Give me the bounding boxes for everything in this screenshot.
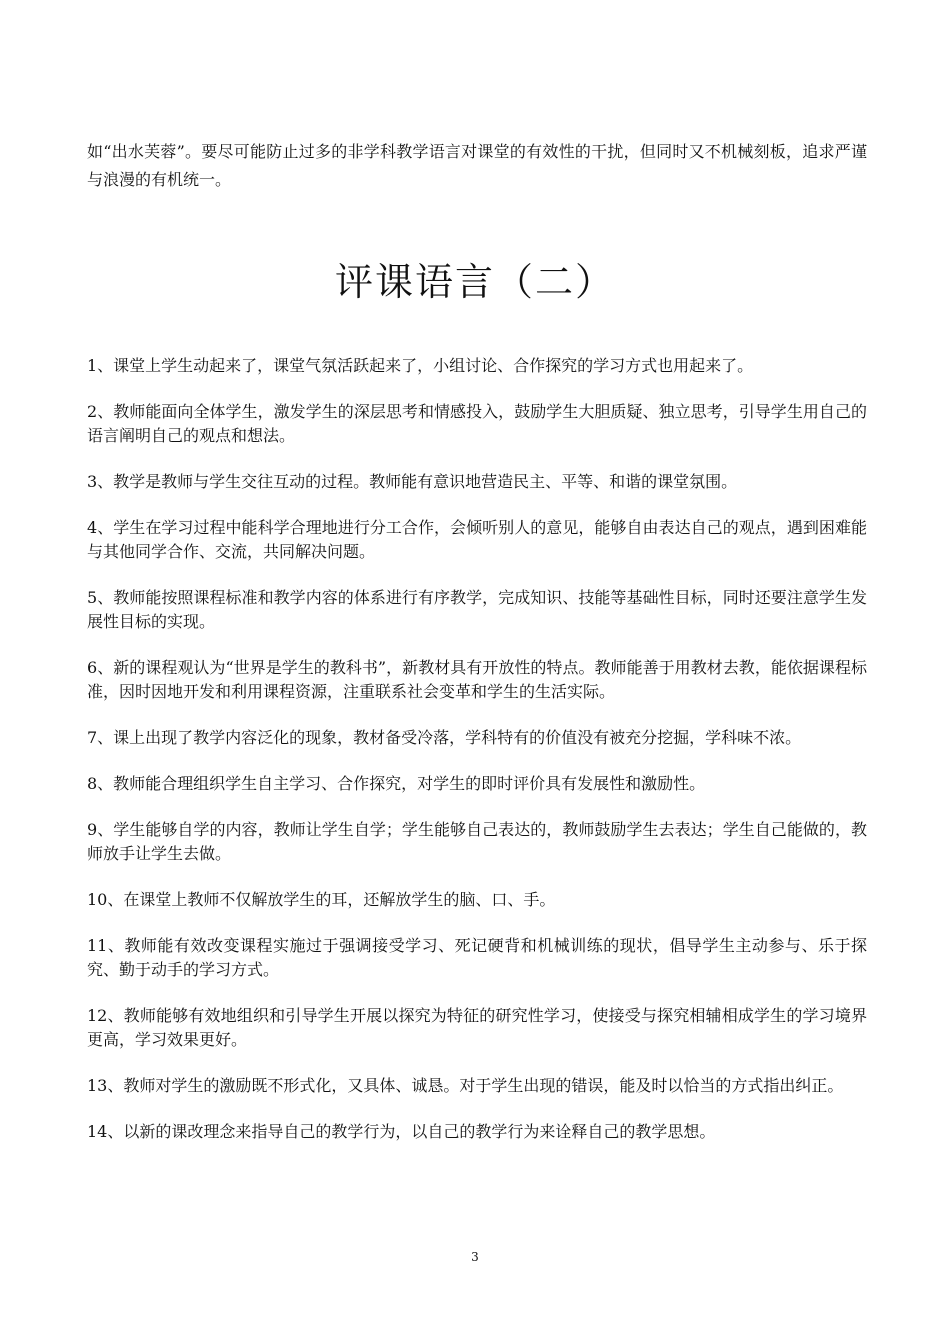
list-item: 1、课堂上学生动起来了，课堂气氛活跃起来了，小组讨论、合作探究的学习方式也用起来了。 xyxy=(87,356,754,375)
page-number: 3 xyxy=(471,1250,479,1264)
list-item: 9、学生能够自学的内容，教师让学生自学；学生能够自己表达的，教师鼓励学生去表达；学生自己能做的，教师放手让学生去做。 xyxy=(87,820,867,863)
list-item: 5、教师能按照课程标准和教学内容的体系进行有序教学，完成知识、技能等基础性目标，同时还要注意学生发展性目标的实现。 xyxy=(87,588,867,631)
list-item: 8、教师能合理组织学生自主学习、合作探究，对学生的即时评价具有发展性和激励性。 xyxy=(87,774,706,793)
intro-paragraph: 如“出水芙蓉”。要尽可能防止过多的非学科教学语言对课堂的有效性的干扰，但同时又不机械刻板，追求严谨与浪漫的有机统一。 xyxy=(87,142,867,189)
list-item: 4、学生在学习过程中能科学合理地进行分工合作，会倾听别人的意见，能够自由表达自己的观点，遇到困难能与其他同学合作、交流，共同解决问题。 xyxy=(87,518,867,561)
list-item: 2、教师能面向全体学生，激发学生的深层思考和情感投入，鼓励学生大胆质疑、独立思考，引导学生用自己的语言阐明自己的观点和想法。 xyxy=(87,402,867,445)
list-item: 13、教师对学生的激励既不形式化，又具体、诚恳。对于学生出现的错误，能及时以恰当的方式指出纠正。 xyxy=(87,1076,844,1095)
list-item: 10、在课堂上教师不仅解放学生的耳，还解放学生的脑、口、手。 xyxy=(87,890,556,909)
list-item: 7、课上出现了教学内容泛化的现象，教材备受冷落，学科特有的价值没有被充分挖掘，学科味不浓。 xyxy=(87,728,802,747)
list-item: 6、新的课程观认为“世界是学生的教科书”，新教材具有开放性的特点。教师能善于用教材去教，能依据课程标准，因时因地开发和利用课程资源，注重联系社会变革和学生的生活实际。 xyxy=(87,658,867,701)
list-item: 12、教师能够有效地组织和引导学生开展以探究为特征的研究性学习，使接受与探究相辅相成学生的学习境界更高，学习效果更好。 xyxy=(87,1006,867,1049)
evaluation-list xyxy=(87,354,867,1166)
list-item: 3、教学是教师与学生交往互动的过程。教师能有意识地营造民主、平等、和谐的课堂氛围。 xyxy=(87,472,738,491)
page-title: 评课语言（二） xyxy=(334,260,615,304)
list-item: 14、以新的课改理念来指导自己的教学行为，以自己的教学行为来诠释自己的教学思想。 xyxy=(87,1122,716,1141)
list-item: 11、教师能有效改变课程实施过于强调接受学习、死记硬背和机械训练的现状，倡导学生主动参与、乐于探究、勤于动手的学习方式。 xyxy=(87,936,867,979)
